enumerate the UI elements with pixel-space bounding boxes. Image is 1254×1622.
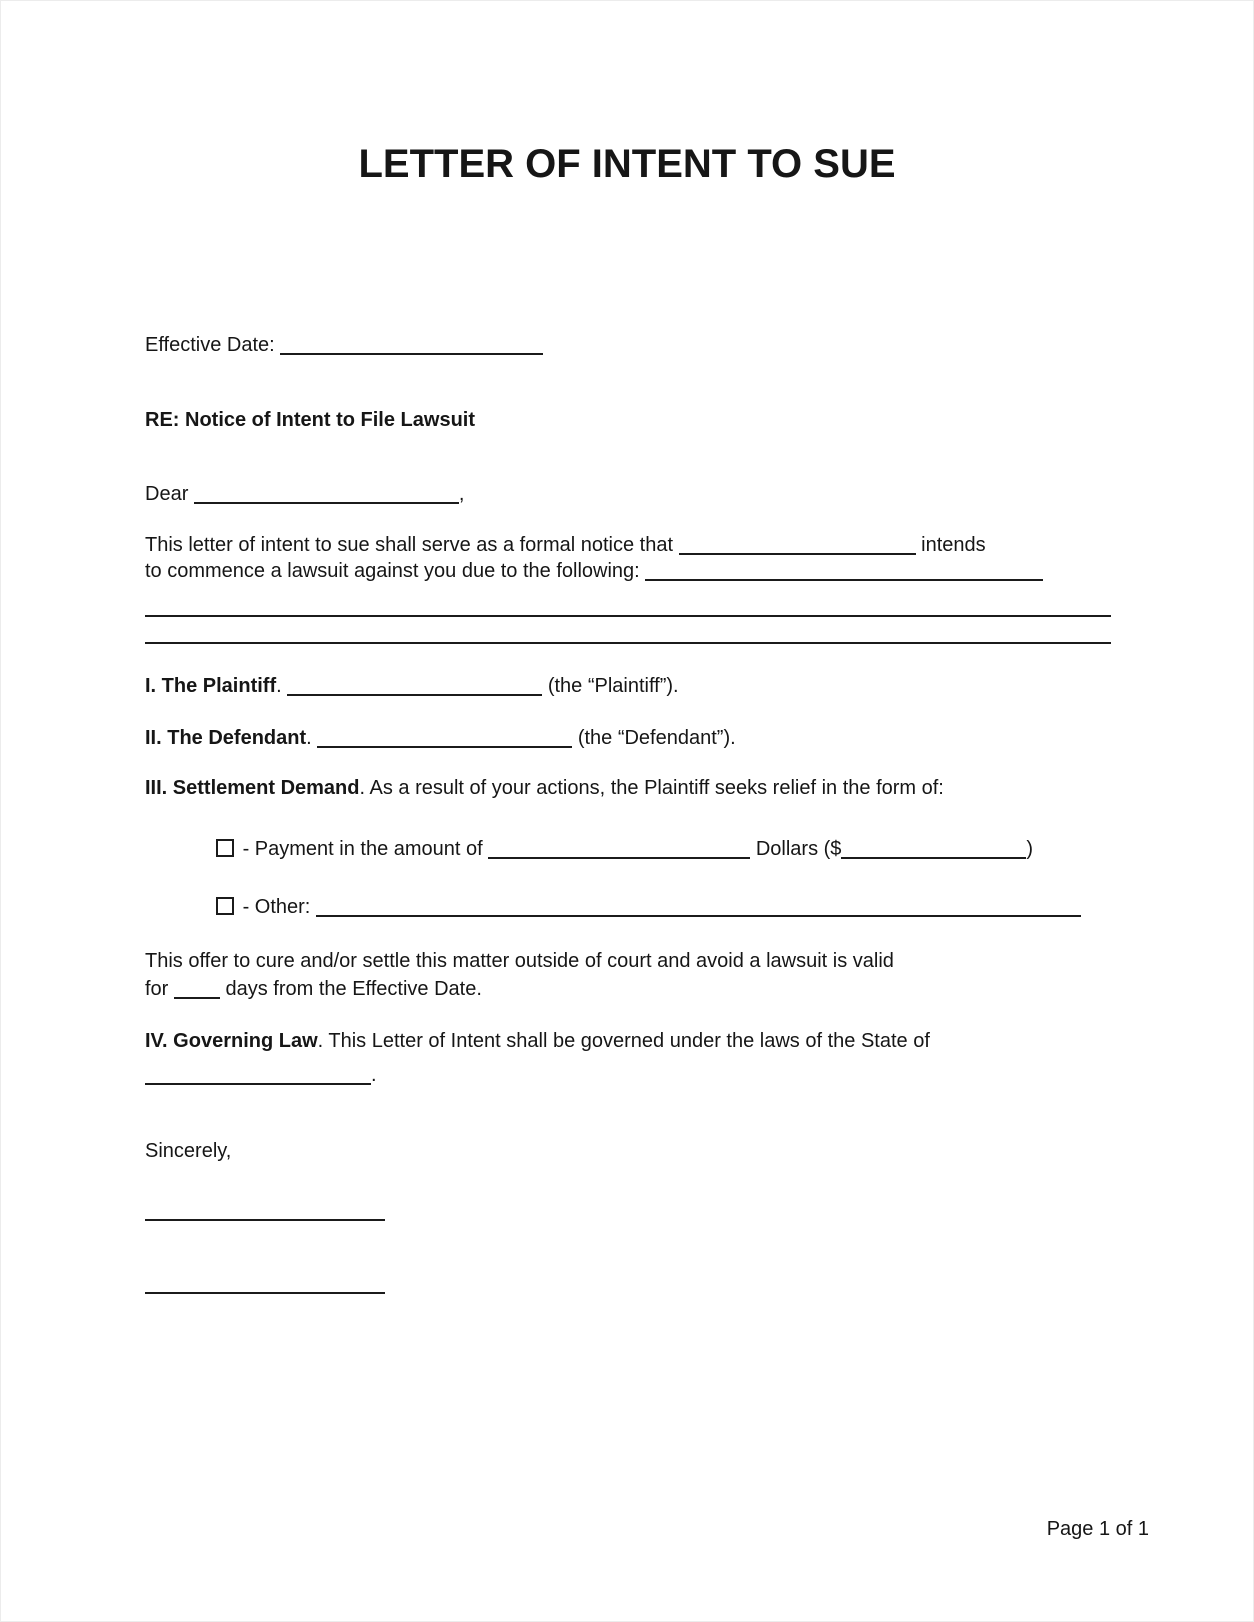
reason-field-line-2[interactable] [145,615,1111,617]
document-title: LETTER OF INTENT TO SUE [358,142,896,186]
page-number: Page 1 of 1 [1046,1518,1149,1540]
plaintiff-section-line [145,676,679,696]
salutation-label: Dear [145,483,189,505]
payment-option-line [216,839,1033,859]
effective-date-field[interactable] [280,339,543,355]
payment-amount-words-field[interactable] [488,843,750,859]
intro-line-1 [145,535,986,555]
recipient-name-field[interactable] [194,488,459,504]
defendant-name-field[interactable] [317,732,572,748]
governing-law-body: . This Letter of Intent shall be governed under the laws of the State of [317,1030,930,1052]
intro-text-1: This letter of intent to sue shall serve as a formal notice that [145,534,674,556]
printed-name-field[interactable] [145,1292,385,1294]
salutation-comma: , [458,483,465,505]
payment-checkbox-icon[interactable] [216,839,234,857]
intro-text-2: to commence a lawsuit against you due to the following: [145,560,640,582]
defendant-separator: . [306,727,312,749]
reason-field-line-1[interactable] [645,565,1043,581]
governing-law-line-1 [145,1031,930,1051]
validity-text-2b: days from the Effective Date. [225,978,482,1000]
plaintiff-heading: I. The Plaintiff [145,675,277,697]
validity-text-1: This offer to cure and/or settle this matter outside of court and avoid a lawsuit is valid [145,950,894,972]
other-description-field[interactable] [316,901,1081,917]
other-option-label: - Other: [242,896,311,918]
governing-law-line-2 [145,1065,377,1085]
re-subject-text: RE: Notice of Intent to File Lawsuit [145,409,475,431]
settlement-body: . As a result of your actions, the Plaintiff seeks relief in the form of: [359,777,944,799]
intro-text-1b: intends [921,534,986,556]
other-checkbox-icon[interactable] [216,897,234,915]
closing-text: Sincerely, [145,1140,232,1162]
governing-law-period: . [371,1064,377,1086]
payment-amount-numeric-field[interactable] [841,843,1026,859]
payment-option-label: - Payment in the amount of [242,838,483,860]
payment-close-paren: ) [1026,838,1034,860]
validity-days-field[interactable] [174,983,220,999]
intro-line-2 [145,561,1043,581]
plaintiff-name-field[interactable] [287,680,542,696]
re-subject-line [145,410,475,430]
validity-line-2 [145,979,482,999]
signature-field[interactable] [145,1219,385,1221]
salutation-line [145,484,464,504]
governing-law-heading: IV. Governing Law [145,1030,318,1052]
effective-date-line [145,335,543,355]
defendant-section-line [145,728,736,748]
validity-text-2a: for [145,978,169,1000]
effective-date-label: Effective Date: [145,334,275,356]
validity-line-1 [145,951,894,971]
plaintiff-suffix: (the “Plaintiff”). [547,675,679,697]
plaintiff-separator: . [276,675,282,697]
settlement-heading: III. Settlement Demand [145,777,360,799]
sender-name-field[interactable] [679,539,916,555]
reason-field-line-3[interactable] [145,642,1111,644]
payment-currency-label: Dollars ($ [755,838,842,860]
other-option-line [216,897,1081,917]
defendant-heading: II. The Defendant [145,727,307,749]
defendant-suffix: (the “Defendant”). [577,727,736,749]
governing-state-field[interactable] [145,1069,371,1085]
closing-line [145,1141,231,1161]
settlement-section-line [145,778,944,798]
